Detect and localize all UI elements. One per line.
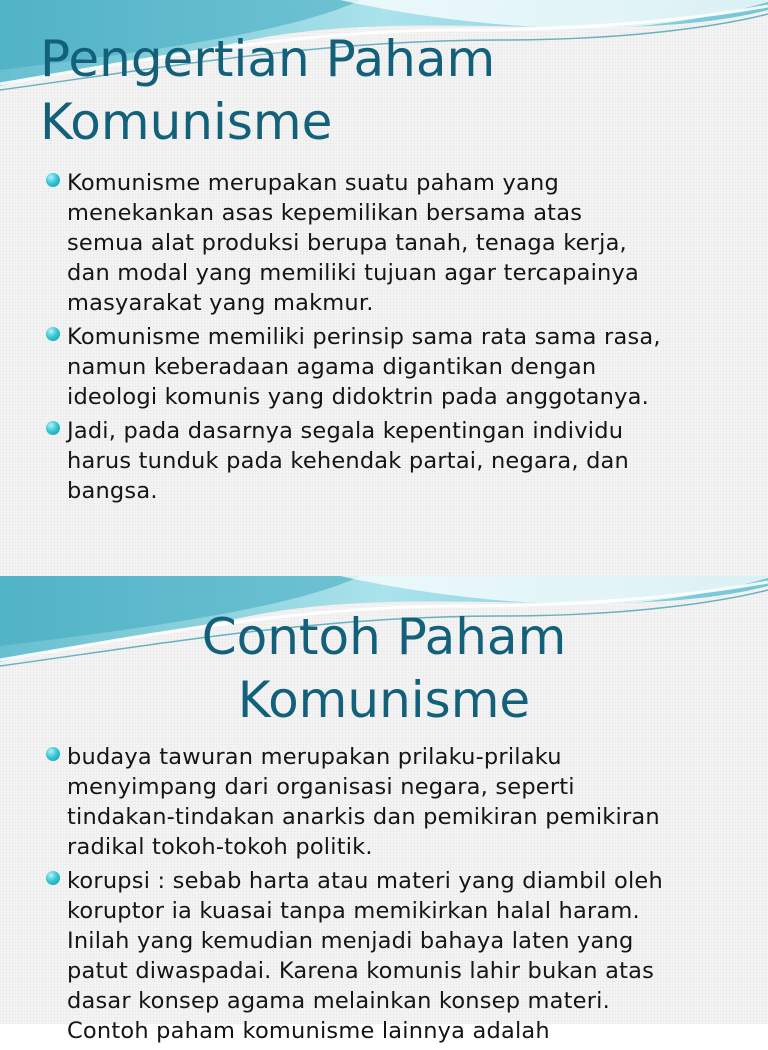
bullet-line: Komunisme memiliki perinsip sama rata sama rasa, [67, 324, 661, 350]
bullet-line: Contoh paham komunisme lainnya adalah [67, 1018, 550, 1044]
bullet-item [46, 742, 726, 862]
bullet-item [46, 866, 726, 1046]
slide-1-title-line-1: Pengertian Paham [40, 30, 496, 88]
cyan-circle-bullet-icon [46, 871, 60, 885]
bullet-item [46, 168, 726, 318]
bullet-line: ideologi komunis yang didoktrin pada anggotanya. [67, 384, 649, 410]
bullet-item [46, 322, 726, 412]
bullet-line: Inilah yang kemudian menjadi bahaya laten yang [67, 928, 634, 954]
cyan-circle-bullet-icon [46, 747, 60, 761]
bullet-line: menyimpang dari organisasi negara, seperti [67, 774, 575, 800]
slide-1-bullet-list [46, 168, 726, 510]
slide-2-bullet-list [46, 742, 726, 1050]
cyan-circle-bullet-icon [46, 173, 60, 187]
bullet-line: semua alat produksi berupa tanah, tenaga kerja, [67, 230, 627, 256]
bullet-line: dan modal yang memiliki tujuan agar tercapainya [67, 260, 640, 286]
bullet-line: korupsi : sebab harta atau materi yang diambil oleh [67, 868, 663, 894]
slide-1-title [40, 28, 740, 153]
bullet-line: budaya tawuran merupakan prilaku-prilaku [67, 744, 562, 770]
bullet-line: menekankan asas kepemilikan bersama atas [67, 200, 583, 226]
bullet-line: Komunisme merupakan suatu paham yang [67, 170, 559, 196]
bullet-line: Jadi, pada dasarnya segala kepentingan individu [67, 418, 624, 444]
slide-2 [0, 576, 768, 1044]
bullet-line: radikal tokoh-tokoh politik. [67, 834, 373, 860]
slide-2-title-line-1: Contoh Paham [201, 608, 567, 666]
bullet-line: harus tunduk pada kehendak partai, negara, dan [67, 448, 630, 474]
bullet-line: namun keberadaan agama digantikan dengan [67, 354, 597, 380]
bullet-line: bangsa. [67, 478, 158, 504]
slide-2-title [40, 606, 728, 731]
slide-2-title-line-2: Komunisme [237, 670, 531, 729]
cyan-circle-bullet-icon [46, 421, 60, 435]
cyan-circle-bullet-icon [46, 327, 60, 341]
slide-1-title-line-2: Komunisme [40, 92, 333, 151]
bullet-line: patut diwaspadai. Karena komunis lahir bukan atas [67, 958, 655, 984]
bullet-line: koruptor ia kuasai tanpa memikirkan halal haram. [67, 898, 640, 924]
bullet-item [46, 416, 726, 506]
bullet-line: tindakan-tindakan anarkis dan pemikiran pemikiran [67, 804, 660, 830]
bullet-line: masyarakat yang makmur. [67, 290, 374, 316]
bullet-line: dasar konsep agama melainkan konsep materi. [67, 988, 610, 1014]
